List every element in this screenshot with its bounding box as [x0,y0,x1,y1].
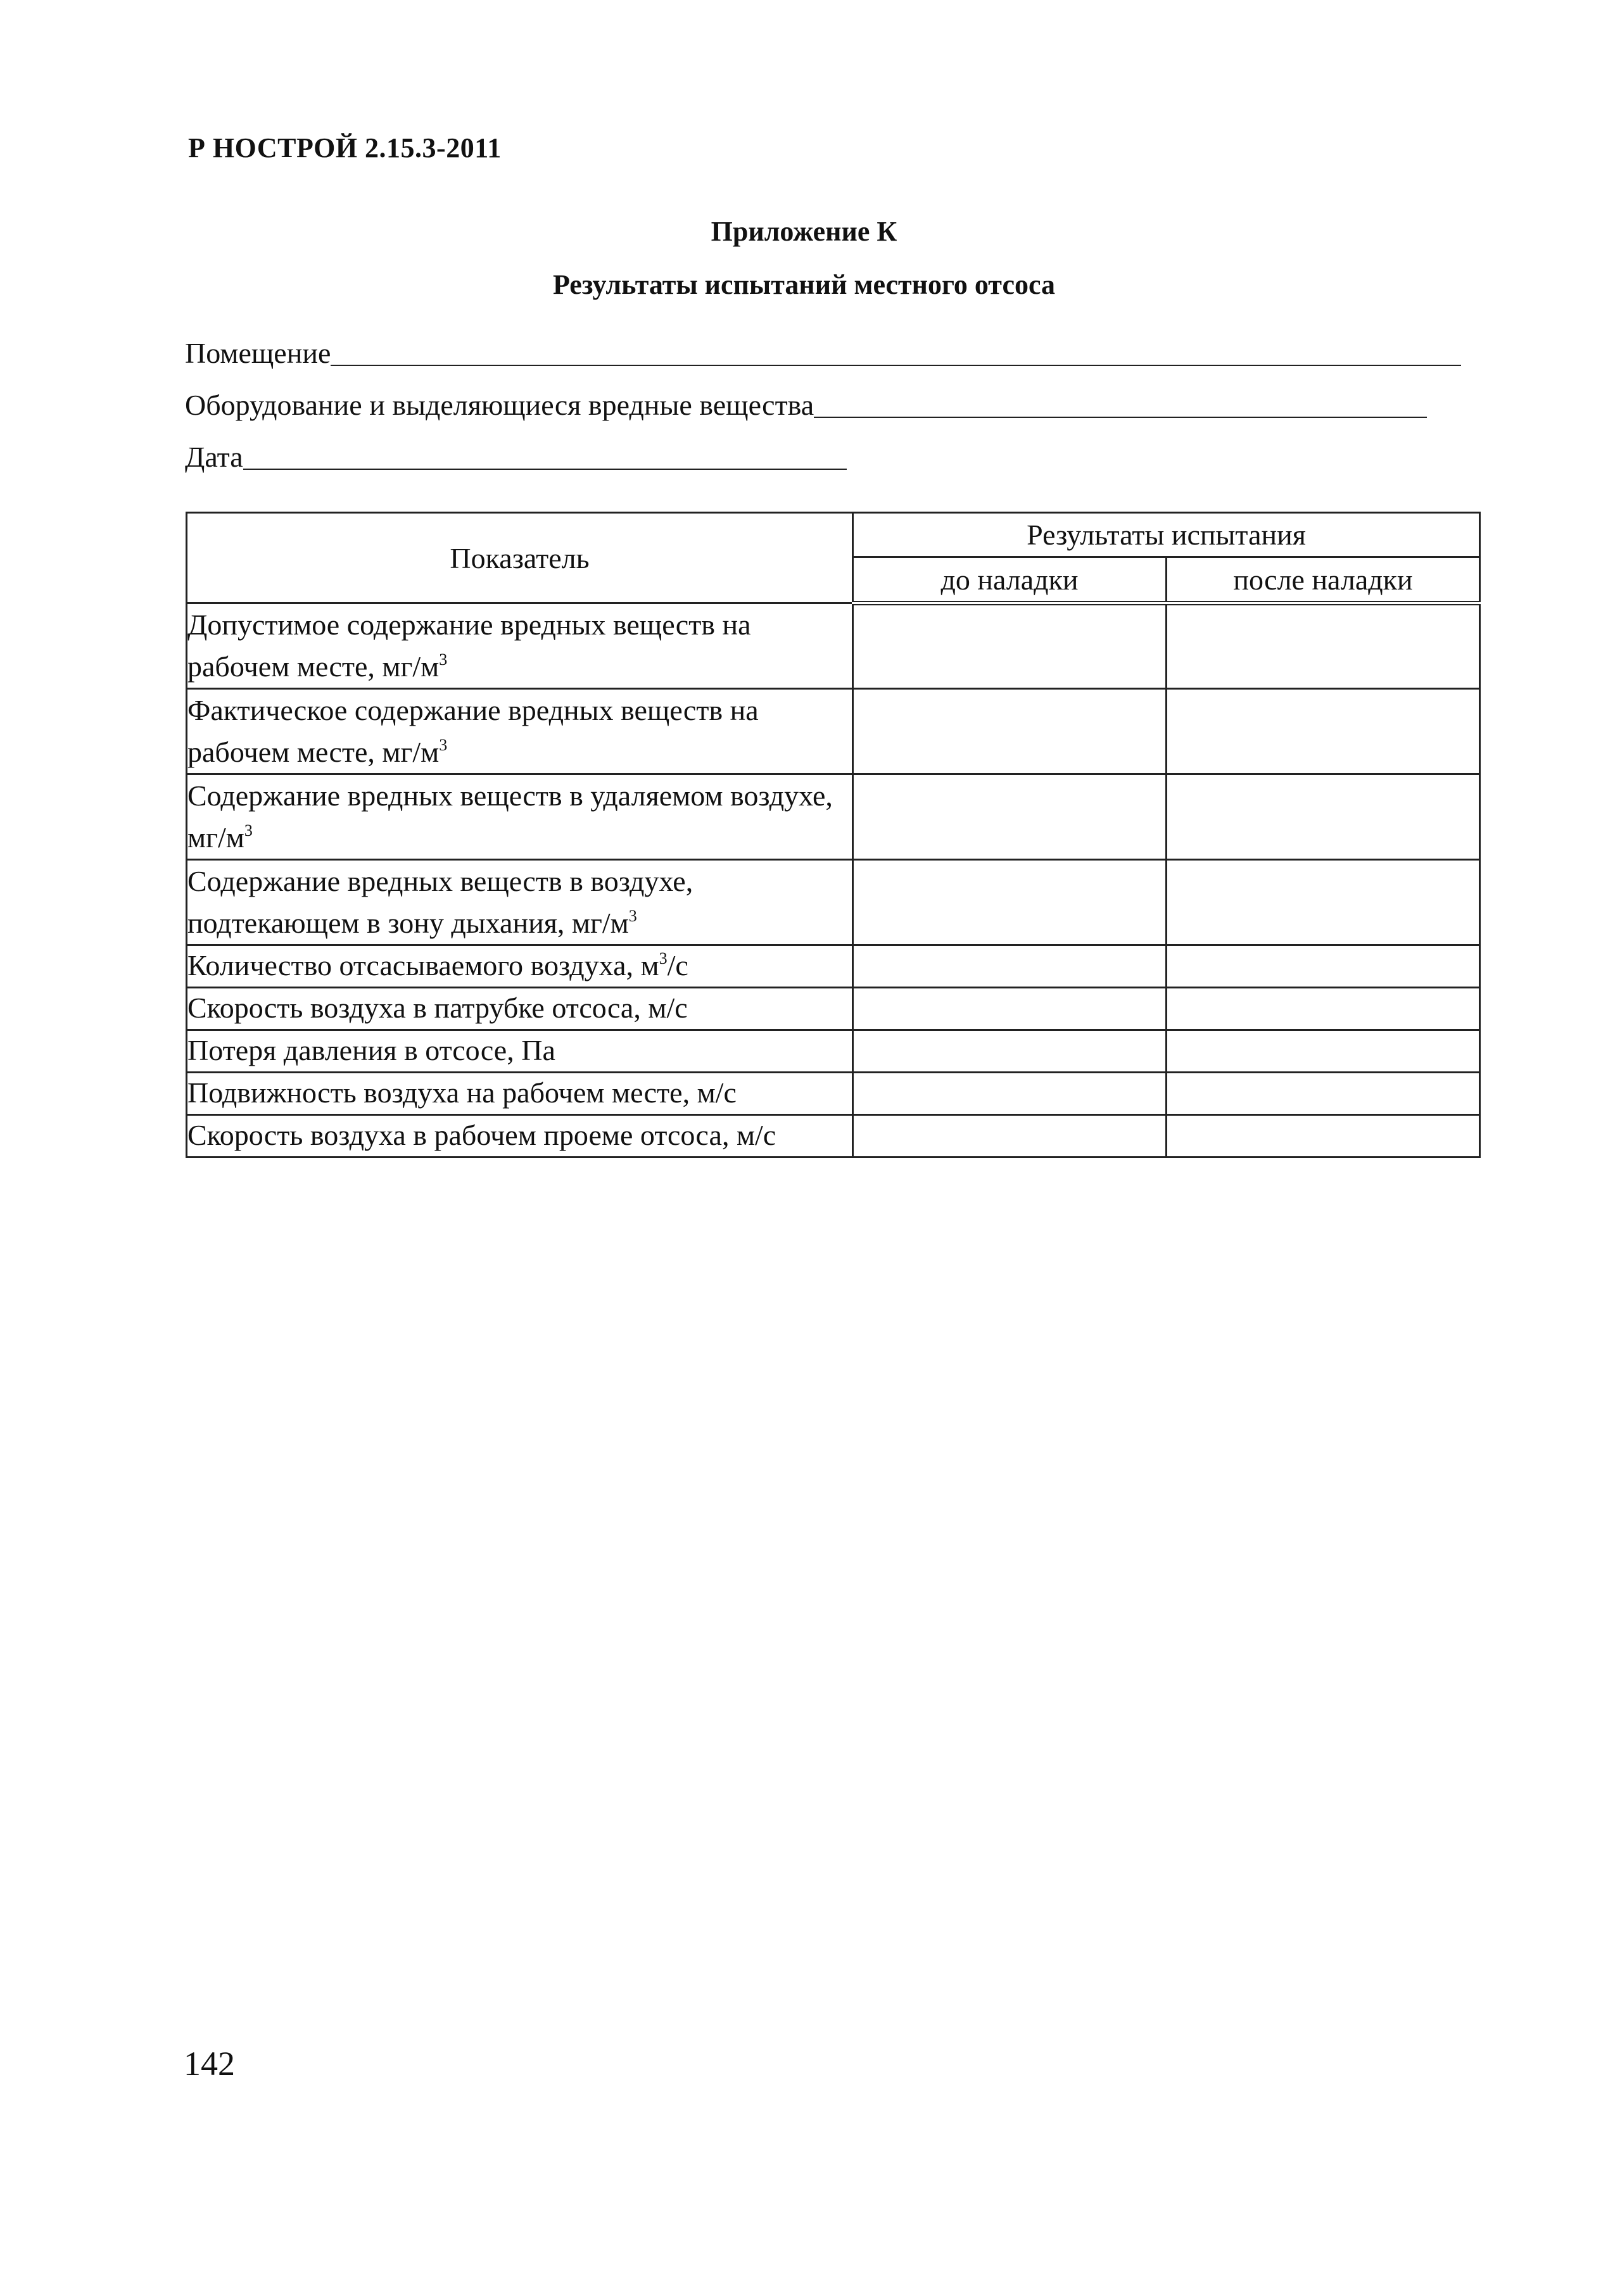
indicator-text: Содержание вредных веществ в удаляемом воздухе, мг/м [187,779,833,854]
indicator-text: Подвижность воздуха на рабочем месте, м/с [187,1076,737,1109]
before-adjustment-cell[interactable] [853,1073,1167,1115]
after-adjustment-cell[interactable] [1167,1073,1480,1115]
indicator-text: Допустимое содержание вредных веществ на рабочем месте, мг/м [187,609,751,683]
after-adjustment-cell[interactable] [1167,603,1480,689]
table-row [187,1030,1480,1073]
table-row [187,1115,1480,1157]
indicator-cell [187,1115,853,1157]
indicator-superscript: 3 [628,907,637,925]
indicator-superscript: 3 [244,821,253,840]
indicator-unit-suffix: /с [667,949,688,981]
indicator-cell [187,603,853,689]
results-body [187,603,1480,1157]
room-label: Помещение [185,337,331,369]
table-row [187,860,1480,945]
after-adjustment-cell[interactable] [1167,945,1480,988]
table-row [187,988,1480,1030]
indicator-text: Количество отсасываемого воздуха, м [187,949,659,981]
table-row [187,774,1480,860]
equipment-label: Оборудование и выделяющиеся вредные вещества [185,389,814,421]
header-indicator: Показатель [187,513,853,603]
document-code: Р НОСТРОЙ 2.15.3-2011 [188,132,502,163]
before-adjustment-cell[interactable] [853,1115,1167,1157]
indicator-cell [187,988,853,1030]
table-row [187,603,1480,689]
indicator-cell [187,774,853,860]
indicator-cell [187,1073,853,1115]
after-adjustment-cell[interactable] [1167,689,1480,774]
after-adjustment-cell[interactable] [1167,860,1480,945]
appendix-subtitle: Результаты испытаний местного отсоса [552,269,1056,300]
before-adjustment-cell[interactable] [853,1030,1167,1073]
date-field [185,436,847,474]
table-row [187,689,1480,774]
indicator-superscript: 3 [659,949,668,968]
indicator-text: Потеря давления в отсосе, Па [187,1034,555,1066]
indicator-cell [187,945,853,988]
table-row [187,945,1480,988]
before-adjustment-cell[interactable] [853,603,1167,689]
page-number: 142 [184,2045,235,2083]
header-before-adjustment: до наладки [853,557,1167,603]
results-table [186,512,1481,1158]
before-adjustment-cell[interactable] [853,860,1167,945]
appendix-title: Приложение К [711,216,897,247]
after-adjustment-cell[interactable] [1167,988,1480,1030]
room-field [185,332,1461,370]
indicator-superscript: 3 [439,736,448,754]
equipment-field [185,384,1427,422]
indicator-superscript: 3 [439,650,448,669]
indicator-cell [187,1030,853,1073]
indicator-text: Скорость воздуха в рабочем проеме отсоса, м/с [187,1119,776,1151]
after-adjustment-cell[interactable] [1167,1030,1480,1073]
date-blank-line[interactable] [243,441,847,470]
indicator-text: Содержание вредных веществ в воздухе, подтекающем в зону дыхания, мг/м [187,865,693,939]
indicator-text: Фактическое содержание вредных веществ на рабочем месте, мг/м [187,694,759,768]
indicator-cell [187,689,853,774]
table-row [187,1073,1480,1115]
after-adjustment-cell[interactable] [1167,774,1480,860]
before-adjustment-cell[interactable] [853,689,1167,774]
before-adjustment-cell[interactable] [853,945,1167,988]
before-adjustment-cell[interactable] [853,988,1167,1030]
indicator-cell [187,860,853,945]
date-label: Дата [185,441,243,473]
indicator-text: Скорость воздуха в патрубке отсоса, м/с [187,992,688,1024]
header-results: Результаты испытания [853,513,1480,557]
header-after-adjustment: после наладки [1167,557,1480,603]
after-adjustment-cell[interactable] [1167,1115,1480,1157]
room-blank-line[interactable] [331,337,1461,366]
equipment-blank-line[interactable] [814,389,1427,418]
before-adjustment-cell[interactable] [853,774,1167,860]
